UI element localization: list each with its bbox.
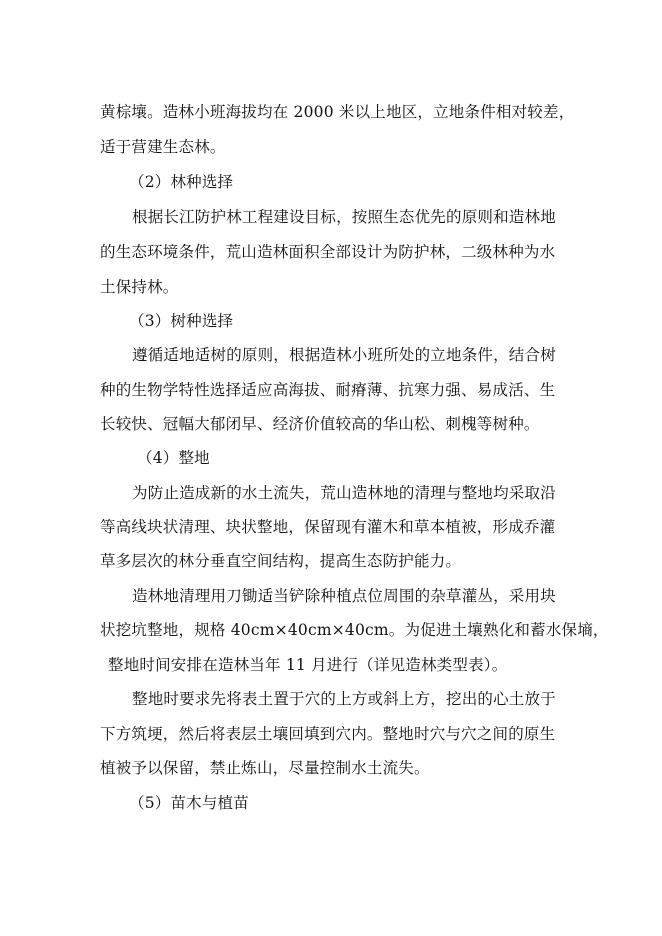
body-line-14: 草多层次的林分垂直空间结构，提高生态防护能力。 <box>100 552 462 570</box>
body-line-1: 黄棕壤。造林小班海拔均在 2000 米以上地区，立地条件相对较差， <box>100 103 575 121</box>
body-line-10: 长较快、冠幅大郁闭早、经济价值较高的华山松、刺槐等树种。 <box>100 415 540 433</box>
body-line-18: 整地时要求先将表土置于穴的上方或斜上方，挖出的心土放于 <box>132 690 556 708</box>
body-line-19: 下方筑埂，然后将表层土壤回填到穴内。整地时穴与穴之间的原生 <box>100 725 556 743</box>
body-line-16: 状挖坑整地，规格 40cm×40cm×40cm。为促进土壤熟化和蓄水保墒， <box>100 621 609 639</box>
body-line-6: 土保持林。 <box>100 278 179 296</box>
body-line-4: 根据长江防护林工程建设目标，按照生态优先的原则和造林地 <box>132 208 556 226</box>
section-heading-3: （3）树种选择 <box>129 312 234 330</box>
body-line-17: 整地时间安排在造林当年 11 月进行（详见造林类型表）。 <box>108 656 508 674</box>
body-line-20: 植被予以保留，禁止炼山，尽量控制水土流失。 <box>100 759 430 777</box>
section-heading-4: （4）整地 <box>137 449 210 467</box>
section-heading-2: （2）林种选择 <box>129 173 234 191</box>
body-line-2: 适于营建生态林。 <box>100 138 226 156</box>
body-line-12: 为防止造成新的水土流失，荒山造林地的清理与整地均采取沿 <box>132 484 556 502</box>
body-line-5: 的生态环境条件，荒山造林面积全部设计为防护林，二级林种为水 <box>100 243 556 261</box>
body-line-8: 遵循适地适树的原则，根据造林小班所处的立地条件，结合树 <box>132 346 556 364</box>
body-line-15: 造林地清理用刀锄适当铲除种植点位周围的杂草灌丛，采用块 <box>132 587 556 605</box>
body-line-13: 等高线块状清理、块状整地，保留现有灌木和草本植被，形成乔灌 <box>100 518 556 536</box>
body-line-9: 种的生物学特性选择适应高海拔、耐瘠薄、抗寒力强、易成活、生 <box>100 381 556 399</box>
section-heading-5: （5）苗木与植苗 <box>129 794 249 812</box>
